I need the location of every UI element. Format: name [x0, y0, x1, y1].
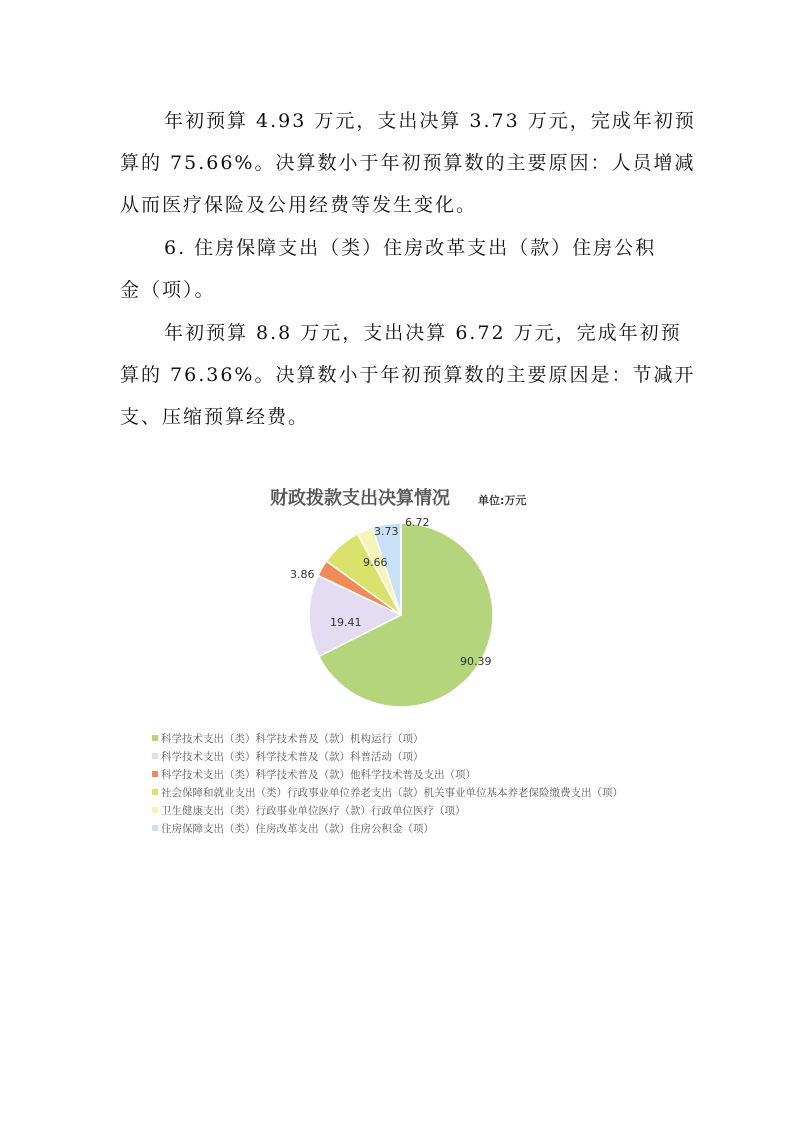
slice-value-label: 6.72 — [405, 516, 430, 529]
legend-swatch — [152, 771, 158, 777]
text-line: 算的 76.36%。决算数小于年初预算数的主要原因是：节减开 — [120, 364, 696, 386]
chart-legend — [152, 732, 623, 835]
legend-item-label: 科学技术支出（类）科学技术普及（款）科普活动（项） — [161, 751, 424, 763]
legend-item-label: 卫生健康支出（类）行政事业单位医疗（款）行政单位医疗（项） — [161, 805, 466, 817]
slice-value-label: 9.66 — [363, 556, 388, 569]
pie-slices — [309, 523, 493, 707]
legend-swatch — [152, 807, 158, 813]
legend-swatch — [152, 789, 158, 795]
pie-chart — [150, 480, 690, 850]
text-line: 支、压缩预算经费。 — [120, 406, 310, 428]
legend-swatch — [152, 735, 158, 741]
legend-item-label: 科学技术支出（类）科学技术普及（款）他科学技术普及支出（项） — [161, 769, 476, 781]
legend-item-label: 科学技术支出（类）科学技术普及（款）机构运行（项） — [161, 733, 424, 745]
legend-item-label: 住房保障支出（类）住房改革支出（款）住房公积金（项） — [161, 823, 434, 835]
legend-swatch — [152, 825, 158, 831]
section-heading-line: 金（项）。 — [120, 279, 216, 301]
legend-swatch — [152, 753, 158, 759]
section-heading-line: 6. 住房保障支出（类）住房改革支出（款）住房公积 — [164, 237, 657, 259]
slice-value-label: 3.73 — [374, 525, 399, 538]
text-line: 算的 75.66%。决算数小于年初预算数的主要原因：人员增减 — [120, 152, 696, 174]
chart-unit-label: 单位:万元 — [478, 494, 527, 507]
slice-value-label: 3.86 — [290, 568, 315, 581]
slice-value-label: 90.39 — [460, 655, 492, 668]
text-line: 年初预算 8.8 万元，支出决算 6.72 万元，完成年初预 — [164, 322, 682, 344]
slice-value-label: 19.41 — [330, 616, 362, 629]
chart-title: 财政拨款支出决算情况 — [270, 488, 450, 509]
legend-item-label: 社会保障和就业支出（类）行政事业单位养老支出（款）机关事业单位基本养老保险缴费支出（项） — [161, 787, 623, 799]
text-line: 年初预算 4.93 万元，支出决算 3.73 万元，完成年初预 — [164, 110, 696, 132]
text-line: 从而医疗保险及公用经费等发生变化。 — [120, 194, 478, 216]
